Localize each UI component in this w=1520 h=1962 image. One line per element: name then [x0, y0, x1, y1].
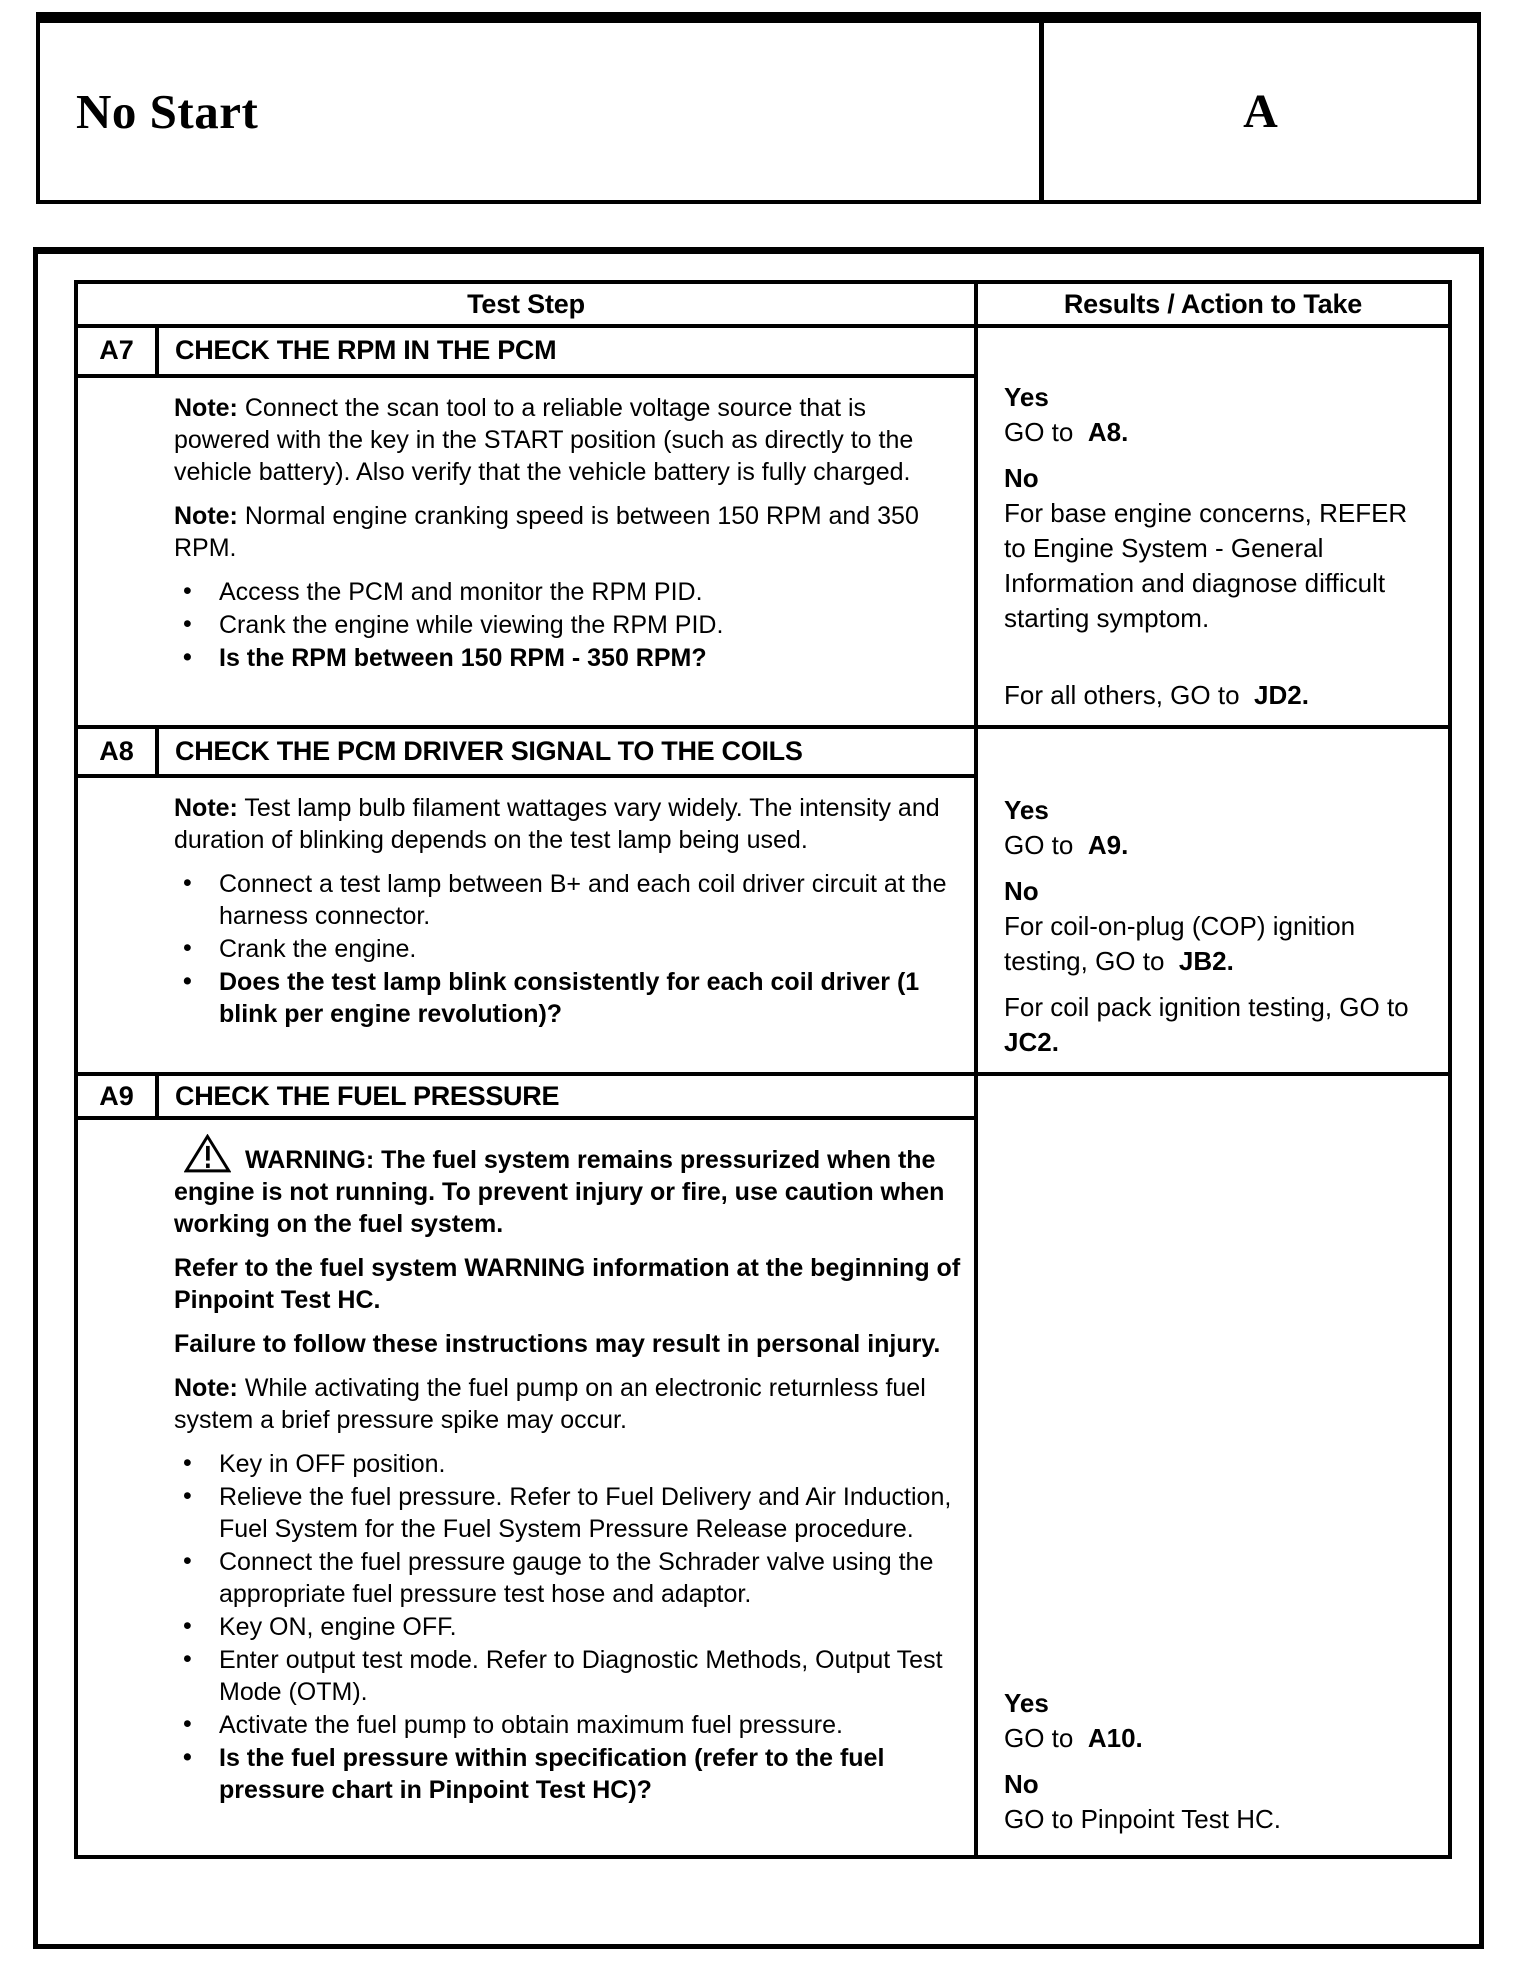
- results-cell-a7: [976, 326, 1450, 727]
- result-yes-action: GO to A9.: [1004, 830, 1129, 860]
- result-no-label: No: [1004, 1769, 1039, 1799]
- result-yes-label: Yes: [1004, 382, 1049, 412]
- result-yes-label: Yes: [1004, 795, 1049, 825]
- note-label: Note:: [174, 794, 238, 823]
- step-body-a8: [76, 776, 976, 1074]
- result-yes-action: GO to A10.: [1004, 1723, 1143, 1753]
- note-text: While activating the fuel pump on an electronic returnless fuel system a brief pressure spike may occur.: [174, 1374, 926, 1434]
- bullet-item-question: • Does the test lamp blink consistently for each coil driver (1 blink per engine revolution)?: [174, 966, 962, 1030]
- column-header-results: Results / Action to Take: [976, 282, 1450, 326]
- result-yes-action: GO to A8.: [1004, 417, 1129, 447]
- section-letter: A: [1243, 85, 1278, 138]
- step-a9-title-row: [76, 1074, 1450, 1118]
- table-header-row: [76, 282, 1450, 326]
- step-title-a9: CHECK THE FUEL PRESSURE: [157, 1074, 976, 1118]
- note-paragraph: [174, 792, 962, 856]
- bullet-item: • Access the PCM and monitor the RPM PID.: [174, 576, 962, 608]
- result-no-label: No: [1004, 876, 1039, 906]
- step-bullet-list: [174, 576, 962, 674]
- step-bullet-list: [174, 1448, 962, 1806]
- step-bullet-list: [174, 868, 962, 1030]
- pinpoint-test-table: [74, 280, 1452, 1859]
- result-no-action-cop: For coil-on-plug (COP) ignition testing, GO to JB2.: [1004, 911, 1356, 976]
- result-others-action: For all others, GO to JD2.: [1004, 680, 1309, 710]
- step-title-a7: CHECK THE RPM IN THE PCM: [157, 326, 976, 376]
- step-id-a9: A9: [76, 1074, 157, 1118]
- note-label: Note:: [174, 501, 238, 530]
- bullet-item: • Enter output test mode. Refer to Diagnostic Methods, Output Test Mode (OTM).: [174, 1644, 962, 1708]
- bullet-item: • Activate the fuel pump to obtain maximum fuel pressure.: [174, 1709, 962, 1741]
- results-cell-a8: [976, 727, 1450, 1074]
- results-cell-a9: [976, 1074, 1450, 1857]
- page-header: [36, 12, 1481, 204]
- bullet-item: • Connect the fuel pressure gauge to the Schrader valve using the appropriate fuel pressure test hose and adaptor.: [174, 1546, 962, 1610]
- bullet-item: • Crank the engine while viewing the RPM PID.: [174, 609, 962, 641]
- bullet-item: • Relieve the fuel pressure. Refer to Fuel Delivery and Air Induction, Fuel System for the Fuel System Pressure Release procedure.: [174, 1481, 962, 1545]
- note-text: Test lamp bulb filament wattages vary widely. The intensity and duration of blinking depends on the test lamp being used.: [174, 794, 940, 855]
- result-no-label: No: [1004, 463, 1039, 493]
- bullet-item: • Key in OFF position.: [174, 1448, 962, 1480]
- bold-paragraph-refer: Refer to the fuel system WARNING information at the beginning of Pinpoint Test HC.: [174, 1254, 961, 1314]
- note-paragraph: [174, 500, 962, 564]
- column-header-test-step: Test Step: [76, 282, 976, 326]
- note-paragraph: [174, 1372, 962, 1436]
- note-text: Connect the scan tool to a reliable voltage source that is powered with the key in the START position (such as directly to the vehicle battery). Also verify that the vehicle battery is fully charged.: [174, 393, 914, 486]
- bullet-item-question: • Is the fuel pressure within specification (refer to the fuel pressure chart in Pinpoint Test HC)?: [174, 1742, 962, 1806]
- note-paragraph: [174, 392, 962, 488]
- step-id-a8: A8: [76, 727, 157, 776]
- bullet-item: • Crank the engine.: [174, 933, 962, 965]
- note-label: Note:: [174, 393, 238, 422]
- page-title: No Start: [76, 84, 259, 139]
- warning-text: WARNING: The fuel system remains pressurized when the engine is not running. To prevent injury or fire, use caution when working on the fuel system.: [174, 1146, 945, 1238]
- warning-paragraph: [174, 1134, 962, 1240]
- result-no-action: For base engine concerns, REFER to Engine System - General Information and diagnose difficult starting symptom.: [1004, 498, 1408, 633]
- bullet-item: • Connect a test lamp between B+ and each coil driver circuit at the harness connector.: [174, 868, 962, 932]
- bullet-item-question: • Is the RPM between 150 RPM - 350 RPM?: [174, 642, 962, 674]
- bold-paragraph-failure: Failure to follow these instructions may result in personal injury.: [174, 1330, 941, 1358]
- bullet-item: • Key ON, engine OFF.: [174, 1611, 962, 1643]
- step-body-a9: [76, 1118, 976, 1857]
- result-no-action-coilpack: For coil pack ignition testing, GO to JC2.: [1004, 992, 1409, 1057]
- note-label: Note:: [174, 1374, 238, 1402]
- page-header-section-cell: [1039, 23, 1477, 200]
- warning-triangle-icon: [184, 1134, 231, 1174]
- result-no-action: GO to Pinpoint Test HC.: [1004, 1804, 1281, 1834]
- step-body-a7: [76, 376, 976, 727]
- step-title-a8: CHECK THE PCM DRIVER SIGNAL TO THE COILS: [157, 727, 976, 776]
- step-a7-title-row: [76, 326, 1450, 376]
- result-yes-label: Yes: [1004, 1688, 1049, 1718]
- step-a8-title-row: [76, 727, 1450, 776]
- note-text: Normal engine cranking speed is between 150 RPM and 350 RPM.: [174, 501, 919, 562]
- page-header-title-cell: [40, 23, 1039, 200]
- step-id-a7: A7: [76, 326, 157, 376]
